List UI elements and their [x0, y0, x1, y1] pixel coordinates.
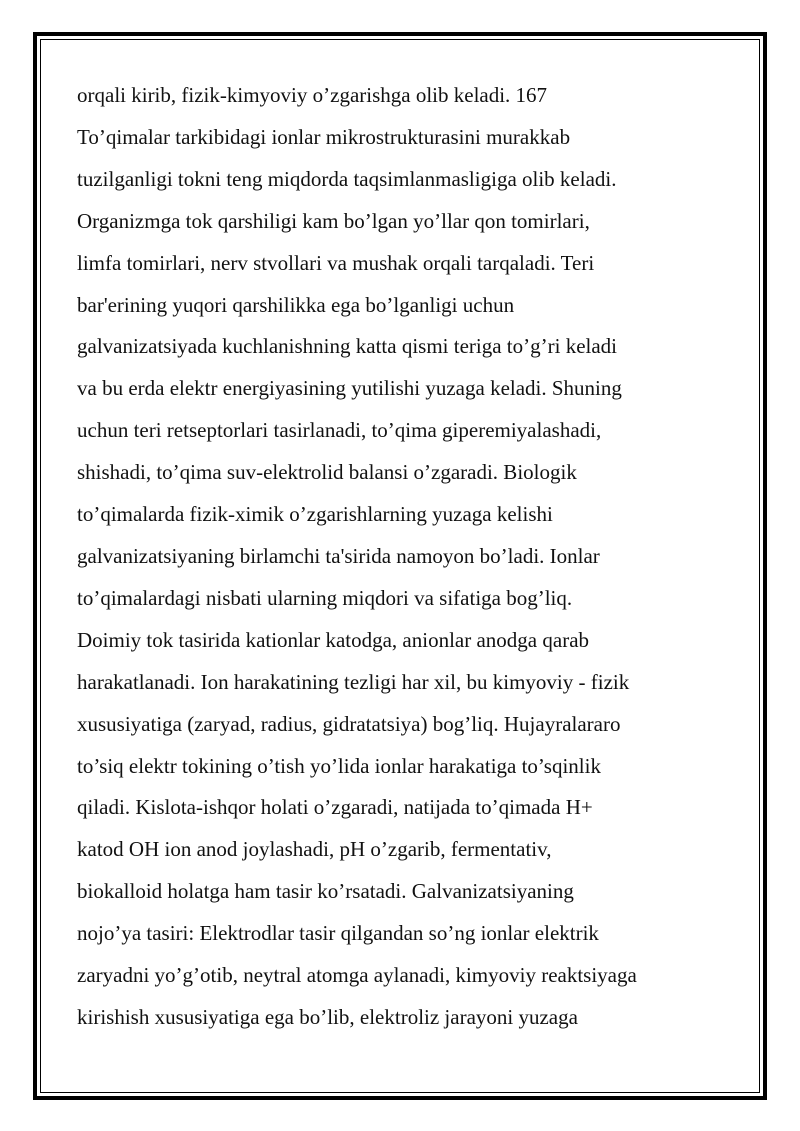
text-line: bar'erining yuqori qarshilikka ega bo’lganligi uchun [77, 292, 515, 317]
text-line: zaryadni yo’g’otib, neytral atomga aylanadi, kimyoviy reaktsiyaga [77, 963, 637, 988]
text-line: uchun teri retseptorlari tasirlanadi, to’qima giperemiyalashadi, [77, 418, 602, 443]
text-line: katod OH ion anod joylashadi, pH o’zgarib, fermentativ, [77, 837, 552, 862]
text-line: xususiyatiga (zaryad, radius, gidratatsiya) bog’liq. Hujayralararo [77, 711, 621, 736]
text-line: to’qimalardagi nisbati ularning miqdori va sifatiga bog’liq. [77, 585, 573, 610]
text-line: orqali kirib, fizik-kimyoviy o’zgarishga olib keladi. 167 [77, 83, 548, 107]
text-line: galvanizatsiyaning birlamchi ta'sirida namoyon bo’ladi. Ionlar [77, 543, 600, 568]
text-line: shishadi, to’qima suv-elektrolid balansi o’zgaradi. Biologik [77, 460, 577, 485]
text-line: to’siq elektr tokining o’tish yo’lida ionlar harakatiga to’sqinlik [77, 753, 601, 778]
text-line: biokalloid holatga ham tasir ko’rsatadi. Galvanizatsiyaning [77, 879, 574, 904]
text-line: tuzilganligi tokni teng miqdorda taqsimlanmasligiga olib keladi. [77, 166, 617, 191]
text-line: to’qimalarda fizik-ximik o’zgarishlarning yuzaga kelishi [77, 502, 553, 527]
text-line: galvanizatsiyada kuchlanishning katta qismi teriga to’g’ri keladi [77, 334, 618, 359]
text-line: limfa tomirlari, nerv stvollari va mushak orqali tarqaladi. Teri [77, 250, 595, 275]
document-body-text [77, 75, 757, 1039]
text-line: harakatlanadi. Ion harakatining tezligi har xil, bu kimyoviy - fizik [77, 669, 630, 694]
text-line: Doimiy tok tasirida kationlar katodga, anionlar anodga qarab [77, 627, 590, 652]
text-line: va bu erda elektr energiyasining yutilishi yuzaga keladi. Shuning [77, 376, 622, 401]
text-line: To’qimalar tarkibidagi ionlar mikrostrukturasini murakkab [77, 124, 571, 149]
text-line: kirishish xususiyatiga ega bo’lib, elektroliz jarayoni yuzaga [77, 1004, 578, 1029]
text-line: qiladi. Kislota-ishqor holati o’zgaradi, natijada to’qimada H+ [77, 795, 593, 820]
text-line: nojo’ya tasiri: Elektrodlar tasir qilgandan so’ng ionlar elektrik [77, 921, 599, 946]
text-line: Organizmga tok qarshiligi kam bo’lgan yo’llar qon tomirlari, [77, 208, 590, 233]
